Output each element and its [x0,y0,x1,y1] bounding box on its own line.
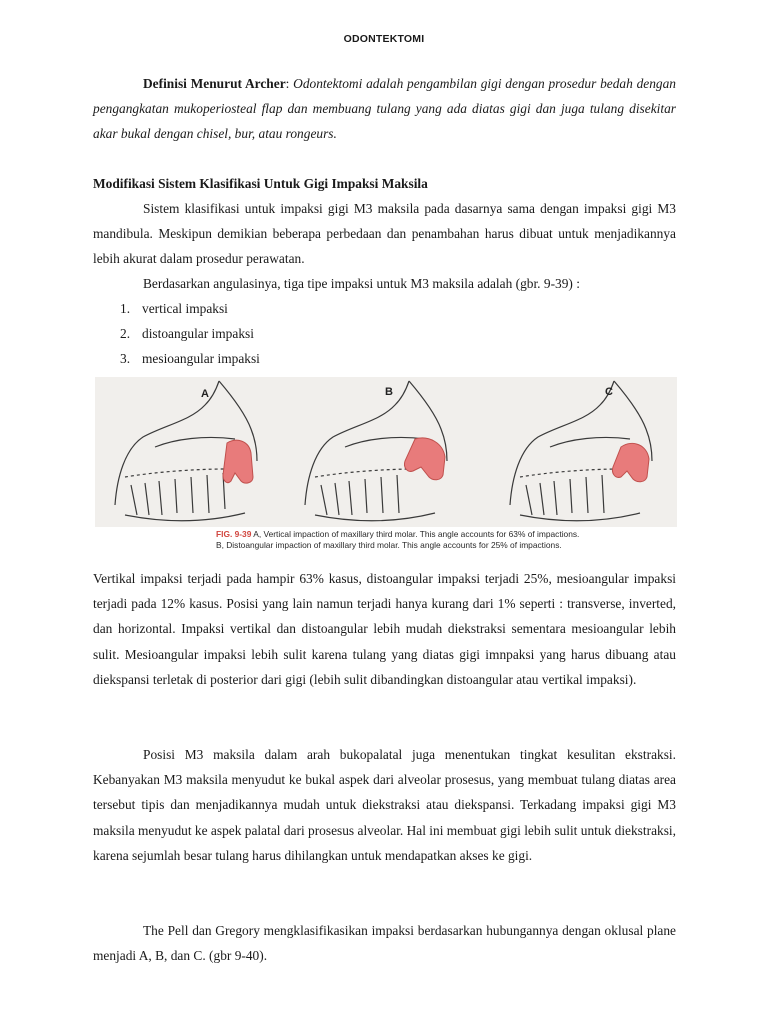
panel-label-c: C [605,386,613,398]
figure-number: FIG. 9-39 [216,529,252,539]
paragraph-angulation: Berdasarkan angulasinya, tiga tipe impaksi untuk M3 maksila adalah (gbr. 9-39) : [143,276,580,291]
impaction-type-list [120,296,260,372]
definition-colon: : [285,76,290,91]
list-item [120,296,260,321]
panel-label-a: A [201,388,209,400]
list-text: distoangular impaksi [142,326,254,342]
list-text: vertical impaksi [142,301,228,316]
figure-caption-line-1 [216,529,579,539]
page-title: ODONTEKTOMI [343,33,425,45]
list-number: 2. [120,326,131,342]
list-number: 3. [120,351,131,367]
paragraph-incidence: Vertikal impaksi terjadi pada hampir 63% kasus, distoangular impaksi terjadi 25%, mesioangular impaksi terjadi pada 12% kasus. Posisi yang lain namun terjadi hanya kurang dari 1% seperti : transverse, inverted, dan horizontal. Impaksi vertikal dan distoangular lebih mudah diekstraksi sementara mesioangular lebih sulit. Mesioangular impaksi lebih sulit karena tulang yang diatas gigi imnpaksi yang harus dibuang atau diekspansi terletak di posterior dari gigi (lebih sulit dibandingkan distoangular atau vertikal impaksi). [93,571,676,687]
paragraph-buccopalatal: Posisi M3 maksila dalam arah bukopalatal juga menentukan tingkat kesulitan ekstraksi. Kebanyakan M3 maksila menyudut ke bukal aspek dari alveolar prosesus, yang membuat tulang diatas area tersebut tipis dan menjadikannya mudah untuk diekstraksi atau diekspansi. Terkadang impaksi gigi M3 maksila menyudut ke aspek palatal dari prosesus alveolar. Hal ini membuat gigi lebih sulit untuk diekstraksi, karena sejumlah besar tulang harus dihilangkan untuk mendapatkan akses ke gigi. [93,747,676,863]
figure-9-39 [95,377,677,559]
list-item [120,346,260,371]
impacted-molar-a [223,440,253,483]
list-number: 1. [120,301,131,316]
maxillary-impaction-illustration [95,377,677,527]
list-text: mesioangular impaksi [142,351,260,367]
section-heading: Modifikasi Sistem Klasifikasi Untuk Gigi Impaksi Maksila [93,176,428,191]
figure-caption-line-2: B, Distoangular impaction of maxillary third molar. This angle accounts for 25% of impactions. [216,540,562,550]
definition-term: Definisi Menurut Archer [143,76,286,91]
paragraph-classification: Sistem klasifikasi untuk impaksi gigi M3 maksila pada dasarnya sama dengan impaksi gigi M3 mandibula. Meskipun demikian beberapa perbedaan dan penambahan harus dibuat untuk menjadikannya lebih akurat dalam prosedur perawatan. [93,201,676,267]
definition-text: Odontektomi adalah pengambilan gigi dengan prosedur bedah dengan pengangkatan mukoperiosteal flap dan membuang tulang yang ada diatas gigi dan juga tulang disekitar akar bukal dengan chisel, bur, atau rongeurs. [93,76,677,142]
panel-label-b: B [385,386,393,398]
list-item [120,321,260,346]
definition-paragraph [93,71,676,147]
paragraph-pell-gregory: The Pell dan Gregory mengklasifikasikan impaksi berdasarkan hubungannya dengan oklusal plane menjadi A, B, dan C. (gbr 9-40). [93,923,676,964]
caption-text-a: A, Vertical impaction of maxillary third molar. This angle accounts for 63% of impactions. [251,529,580,539]
